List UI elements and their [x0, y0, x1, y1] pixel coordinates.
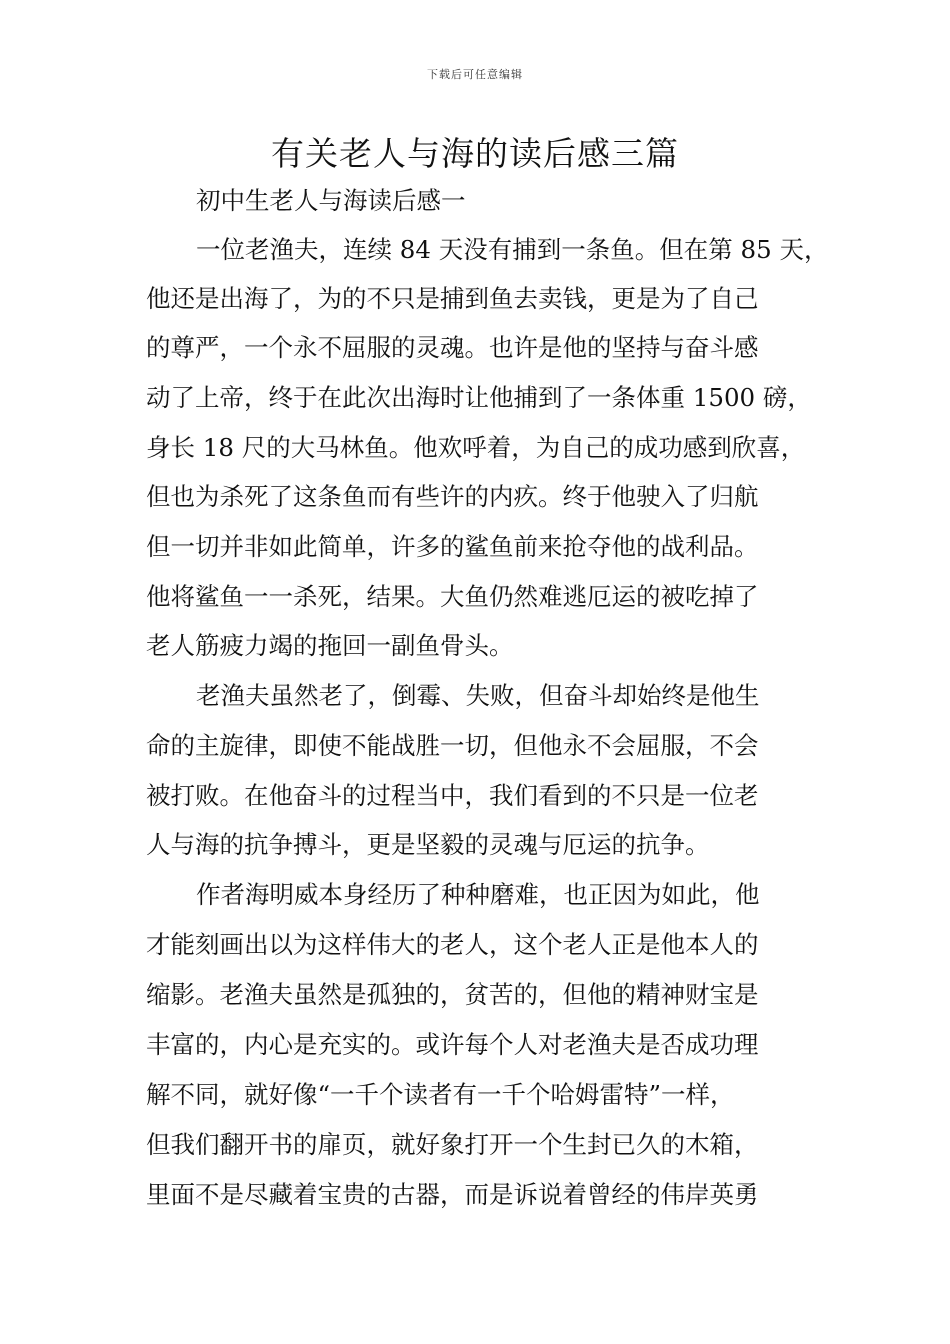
- paragraph-line: 动了上帝，终于在此次出海时让他捕到了一条体重 1500 磅，: [146, 383, 812, 412]
- paragraph-line: 作者海明威本身经历了种种磨难，也正因为如此，他: [196, 880, 760, 909]
- section-heading: 初中生老人与海读后感一: [196, 186, 466, 215]
- paragraph-line: 他还是出海了，为的不只是捕到鱼去卖钱，更是为了自己: [146, 284, 759, 313]
- paragraph-line: 老人筋疲力竭的拖回一副鱼骨头。: [146, 631, 514, 660]
- paragraph-line: 命的主旋律，即使不能战胜一切，但他永不会屈服，不会: [146, 731, 759, 760]
- paragraph-line: 老渔夫虽然老了，倒霉、失败，但奋斗却始终是他生: [196, 681, 760, 710]
- paragraph-line: 的尊严，一个永不屈服的灵魂。也许是他的坚持与奋斗感: [146, 333, 759, 362]
- paragraph-line: 但一切并非如此简单，许多的鲨鱼前来抢夺他的战利品。: [146, 532, 759, 561]
- paragraph-line: 身长 18 尺的大马林鱼。他欢呼着，为自己的成功感到欣喜，: [146, 433, 806, 462]
- document-title: 有关老人与海的读后感三篇: [271, 134, 679, 173]
- paragraph-line: 但我们翻开书的扉页，就好象打开一个生封已久的木箱，: [146, 1130, 759, 1159]
- header-note: 下载后可任意编辑: [427, 68, 523, 81]
- paragraph-line: 解不同，就好像“一千个读者有一千个哈姆雷特”一样，: [146, 1080, 735, 1109]
- paragraph-line: 一位老渔夫，连续 84 天没有捕到一条鱼。但在第 85 天，: [196, 235, 829, 264]
- paragraph-line: 人与海的抗争搏斗，更是坚毅的灵魂与厄运的抗争。: [146, 830, 710, 859]
- paragraph-line: 但也为杀死了这条鱼而有些许的内疚。终于他驶入了归航: [146, 482, 759, 511]
- paragraph-line: 被打败。在他奋斗的过程当中，我们看到的不只是一位老: [146, 781, 759, 810]
- paragraph-line: 丰富的，内心是充实的。或许每个人对老渔夫是否成功理: [146, 1030, 759, 1059]
- paragraph-line: 里面不是尽藏着宝贵的古器，而是诉说着曾经的伟岸英勇: [146, 1180, 759, 1209]
- paragraph-line: 缩影。老渔夫虽然是孤独的，贫苦的，但他的精神财宝是: [146, 980, 759, 1009]
- paragraph-line: 他将鲨鱼一一杀死，结果。大鱼仍然难逃厄运的被吃掉了: [146, 582, 759, 611]
- paragraph-line: 才能刻画出以为这样伟大的老人，这个老人正是他本人的: [146, 930, 759, 959]
